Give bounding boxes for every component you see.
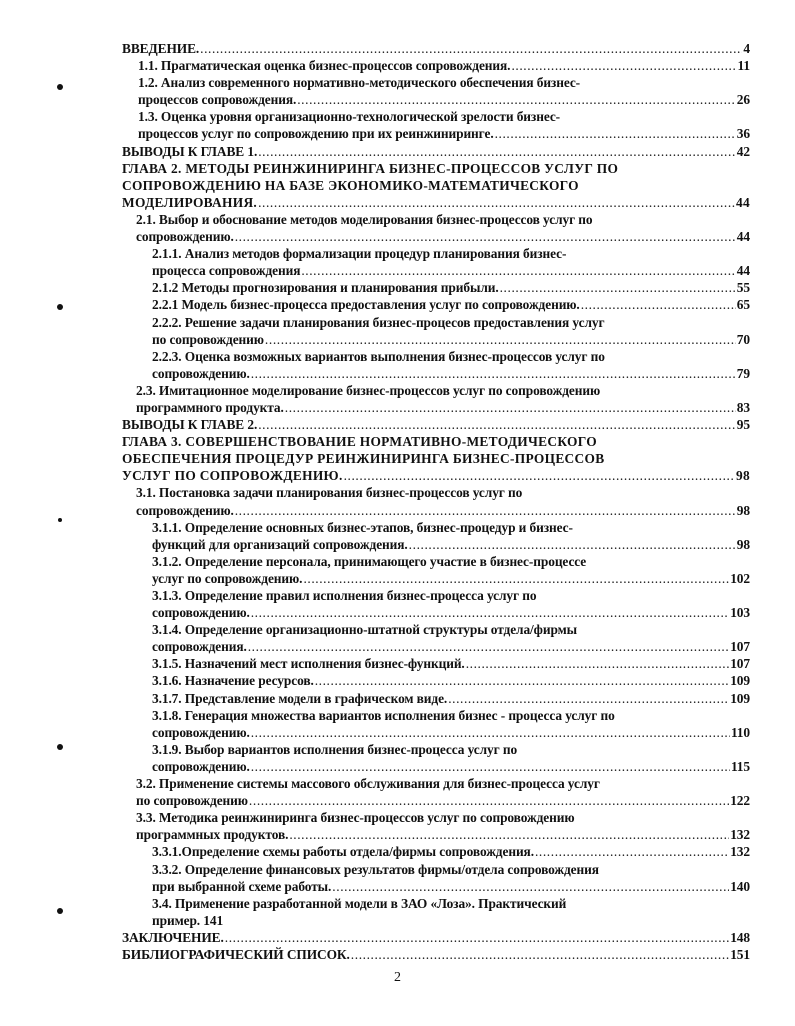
toc-entry <box>152 296 750 313</box>
toc-line <box>152 724 750 741</box>
toc-line <box>152 296 750 313</box>
toc-entry-title: ВЫВОДЫ К ГЛАВЕ 2. <box>122 417 258 433</box>
toc-page-number: 151 <box>730 946 750 962</box>
toc-page-number: 36 <box>736 126 750 142</box>
toc-line <box>152 861 750 878</box>
toc-entry <box>152 843 750 860</box>
toc-line <box>136 228 750 245</box>
dot-leader <box>448 690 729 707</box>
margin-dot <box>57 304 63 310</box>
toc-line <box>152 570 750 587</box>
toc-entry-title: ОБЕСПЕЧЕНИЯ ПРОЦЕДУР РЕИНЖИНИРИНГА БИЗНЕС-ПРОЦЕССОВ <box>122 451 605 467</box>
margin-dot <box>57 908 63 914</box>
toc-line <box>136 826 750 843</box>
toc-page-number: 4 <box>743 41 750 56</box>
toc-entry <box>152 861 750 895</box>
dot-leader <box>344 467 735 484</box>
toc-page-number: 132 <box>730 844 750 860</box>
toc-line <box>122 467 750 484</box>
toc-line <box>122 143 750 160</box>
dot-leader <box>235 228 736 245</box>
toc-line <box>122 946 750 963</box>
toc-entry-title: процесса сопровождения <box>152 263 301 279</box>
toc-entry-title: 1.1. Прагматическая оценка бизнес-процессов сопровождения. <box>138 58 511 74</box>
toc-entry-title: 3.3. Методика реинжиниринга бизнес-процессов услуг по сопровождению <box>136 810 575 826</box>
toc-line <box>152 553 750 570</box>
toc-entry <box>122 433 750 484</box>
toc-entry-title: 2.1.2 Методы прогнозирования и планирования прибыли. <box>152 280 499 296</box>
toc-line <box>152 672 750 689</box>
toc-page-number: 107 <box>730 656 750 672</box>
toc-entry <box>152 621 750 655</box>
toc-page-number: 44 <box>736 194 750 210</box>
toc-line <box>152 690 750 707</box>
toc-page-number: 107 <box>730 639 750 655</box>
toc-entry-title: 3.1.9. Выбор вариантов исполнения бизнес-процесса услуг по <box>152 741 518 757</box>
toc-entry-title: сопровождению. <box>152 365 250 381</box>
toc-entry-title: функций для организаций сопровождения. <box>152 536 408 552</box>
toc-page-number: 140 <box>730 878 750 894</box>
dot-leader <box>251 724 730 741</box>
toc-line <box>122 160 750 177</box>
toc-entry-title: 2.2.1 Модель бизнес-процесса предоставления услуг по сопровождению. <box>152 297 580 313</box>
toc-line <box>152 621 750 638</box>
toc-entry-title: при выбранной схеме работы. <box>152 878 332 894</box>
toc-line <box>152 348 750 365</box>
toc-entry-title: 3.1.3. Определение правил исполнения бизнес-процесса услуг по <box>152 588 537 603</box>
dot-leader <box>200 40 742 57</box>
toc-line <box>152 314 750 331</box>
toc-entry <box>136 211 750 245</box>
toc-entry-title: 2.1.1. Анализ методов формализации процедур планирования бизнес- <box>152 246 567 262</box>
toc-line <box>152 279 750 296</box>
toc-page-number: 102 <box>730 570 750 586</box>
toc-line <box>152 262 750 279</box>
toc-entry-title: сопровождению. <box>152 724 250 740</box>
toc-entry-title: 3.2. Применение системы массового обслуживания для бизнес-процесса услуг <box>136 776 600 792</box>
toc-line <box>152 707 750 724</box>
toc-line <box>122 929 750 946</box>
toc-entry-title: 3.1.5. Назначений мест исполнения бизнес-функций. <box>152 656 465 672</box>
toc-line <box>122 40 750 57</box>
toc-entry-title: 3.1.2. Определение персонала, принимающего участие в бизнес-процессе <box>152 553 587 569</box>
toc-entry <box>152 314 750 348</box>
toc-entry-title: ГЛАВА 3. СОВЕРШЕНСТВОВАНИЕ НОРМАТИВНО-МЕТОДИЧЕСКОГО <box>122 434 597 450</box>
toc-line <box>152 843 750 860</box>
toc-entry-title: по сопровождению <box>152 331 264 347</box>
toc-entry-title: 3.1.7. Представление модели в графическом виде. <box>152 690 448 706</box>
toc-entry <box>152 279 750 296</box>
toc-entry <box>136 382 750 416</box>
toc-line <box>152 912 750 929</box>
toc-line <box>152 519 750 536</box>
toc-line <box>152 758 750 775</box>
toc-entry <box>152 895 750 929</box>
toc-line <box>122 194 750 211</box>
toc-line <box>152 741 750 758</box>
toc-line <box>136 792 750 809</box>
toc-line <box>152 655 750 672</box>
toc-entry-title: сопровождению. <box>136 502 234 518</box>
toc-entry <box>152 519 750 553</box>
toc-entry <box>152 587 750 621</box>
toc-page-number: 65 <box>736 297 750 313</box>
toc-line <box>136 484 750 501</box>
toc-entry-title: БИБЛИОГРАФИЧЕСКИЙ СПИСОК. <box>122 946 350 962</box>
toc-entry-title: программных продуктов. <box>136 827 289 843</box>
toc-page-number: 83 <box>736 399 750 415</box>
toc-entry-title: 3.1.1. Определение основных бизнес-этапов, бизнес-процедур и бизнес- <box>152 519 573 535</box>
toc-line <box>152 587 750 604</box>
toc-entry <box>152 245 750 279</box>
dot-leader <box>235 502 736 519</box>
toc-page-number: 109 <box>730 690 750 706</box>
toc-line <box>152 536 750 553</box>
toc-entry-title: 3.1.4. Определение организационно-штатной структуры отдела/фирмы <box>152 622 577 638</box>
toc-page-number: 44 <box>736 263 750 279</box>
toc-entry-title: процессов сопровождения. <box>138 92 297 108</box>
toc-entry-title: ВЫВОДЫ К ГЛАВЕ 1. <box>122 143 258 159</box>
table-of-contents <box>122 40 750 963</box>
toc-entry-title: сопровождению. <box>152 605 250 621</box>
toc-entry-title: 3.1.6. Назначение ресурсов. <box>152 673 314 689</box>
toc-entry <box>152 741 750 775</box>
toc-line <box>138 91 750 108</box>
toc-entry <box>138 57 750 74</box>
toc-line <box>136 382 750 399</box>
toc-page-number: 115 <box>730 758 750 774</box>
toc-entry-title: 1.2. Анализ современного нормативно-методического обеспечения бизнес- <box>138 75 581 91</box>
toc-line <box>152 365 750 382</box>
toc-entry-title: МОДЕЛИРОВАНИЯ. <box>122 194 258 210</box>
dot-leader <box>409 536 736 553</box>
toc-entry-title: 1.3. Оценка уровня организационно-технологической зрелости бизнес- <box>138 109 561 125</box>
dot-leader <box>301 262 735 279</box>
toc-entry <box>122 143 750 160</box>
dot-leader <box>466 655 730 672</box>
toc-entry-title: сопровождению. <box>152 758 250 774</box>
toc-page-number: 110 <box>730 724 750 740</box>
dot-leader <box>248 638 729 655</box>
toc-line <box>152 604 750 621</box>
toc-page-number: 79 <box>736 365 750 381</box>
toc-entry-title: процессов услуг по сопровождению при их реинжиниринге. <box>138 126 494 142</box>
toc-page-number: 132 <box>730 827 750 843</box>
toc-page-number: 109 <box>730 673 750 689</box>
toc-line <box>152 895 750 912</box>
dot-leader <box>297 91 736 108</box>
toc-entry-title: ВВЕДЕНИЕ. <box>122 41 200 56</box>
dot-leader <box>251 758 730 775</box>
margin-dot <box>58 518 62 522</box>
toc-line <box>136 809 750 826</box>
dot-leader <box>303 570 729 587</box>
toc-entry-title: программного продукта. <box>136 399 284 415</box>
margin-dot <box>57 84 63 90</box>
toc-line <box>136 399 750 416</box>
toc-page-number: 103 <box>730 605 750 621</box>
toc-entry-title: пример. 141 <box>152 912 224 928</box>
toc-entry-title: ЗАКЛЮЧЕНИЕ. <box>122 929 224 945</box>
toc-line <box>152 245 750 262</box>
dot-leader <box>251 604 730 621</box>
toc-entry <box>152 348 750 382</box>
toc-page-number: 98 <box>736 536 750 552</box>
toc-entry <box>122 946 750 963</box>
toc-page-number: 26 <box>736 92 750 108</box>
dot-leader <box>332 878 729 895</box>
toc-entry-title: 3.1. Постановка задачи планирования бизнес-процессов услуг по <box>136 485 523 501</box>
dot-leader <box>500 279 736 296</box>
toc-entry-title: сопровождению. <box>136 229 234 245</box>
toc-line <box>138 125 750 142</box>
toc-page-number: 95 <box>736 417 750 433</box>
dot-leader <box>225 929 729 946</box>
toc-entry-title: сопровождения. <box>152 639 247 655</box>
toc-entry <box>122 160 750 211</box>
dot-leader <box>351 946 729 963</box>
toc-line <box>152 638 750 655</box>
toc-entry <box>136 775 750 809</box>
toc-entry <box>138 74 750 108</box>
dot-leader <box>535 843 729 860</box>
page-number: 2 <box>394 970 401 985</box>
toc-entry <box>152 690 750 707</box>
toc-line <box>136 502 750 519</box>
toc-line <box>136 211 750 228</box>
toc-page-number: 148 <box>730 929 750 945</box>
toc-line <box>152 331 750 348</box>
toc-entry-title: 3.4. Применение разработанной модели в ЗАО «Лоза». Практический <box>152 895 567 911</box>
dot-leader <box>495 125 736 142</box>
toc-entry-title: 2.2.3. Оценка возможных вариантов выполнения бизнес-процессов услуг по <box>152 348 605 364</box>
dot-leader <box>511 57 736 74</box>
toc-entry-title: УСЛУГ ПО СОПРОВОЖДЕНИЮ. <box>122 468 343 484</box>
dot-leader <box>258 143 736 160</box>
toc-entry <box>122 40 750 57</box>
toc-entry-title: ГЛАВА 2. МЕТОДЫ РЕИНЖИНИРИНГА БИЗНЕС-ПРОЦЕССОВ УСЛУГ ПО <box>122 160 619 176</box>
toc-entry-title: СОПРОВОЖДЕНИЮ НА БАЗЕ ЭКОНОМИКО-МАТЕМАТИЧЕСКОГО <box>122 177 579 193</box>
dot-leader <box>315 672 729 689</box>
toc-line <box>122 416 750 433</box>
margin-dot <box>57 744 63 750</box>
toc-entry <box>122 929 750 946</box>
toc-entry-title: 3.1.8. Генерация множества вариантов исполнения бизнес - процесса услуг по <box>152 707 615 723</box>
dot-leader <box>265 331 736 348</box>
toc-entry-title: 3.3.2. Определение финансовых результатов фирмы/отдела сопровождения <box>152 861 599 877</box>
toc-page-number: 55 <box>736 280 750 296</box>
toc-entry <box>152 707 750 741</box>
toc-line <box>152 878 750 895</box>
dot-leader <box>249 792 729 809</box>
toc-line <box>122 450 750 467</box>
toc-line <box>136 775 750 792</box>
toc-entry-title: 2.2.2. Решение задачи планирования бизнес-процесов предоставления услуг <box>152 314 605 330</box>
toc-entry <box>136 809 750 843</box>
toc-entry <box>138 108 750 142</box>
toc-page-number: 70 <box>736 331 750 347</box>
toc-entry-title: 3.3.1.Определение схемы работы отдела/фирмы сопровождения. <box>152 844 534 860</box>
toc-page-number: 11 <box>737 58 750 74</box>
toc-page-number: 122 <box>730 793 750 809</box>
toc-entry <box>152 655 750 672</box>
dot-leader <box>285 399 736 416</box>
dot-leader <box>581 296 736 313</box>
dot-leader <box>258 194 735 211</box>
toc-line <box>138 108 750 125</box>
toc-page-number: 42 <box>736 143 750 159</box>
toc-page-number: 44 <box>736 229 750 245</box>
toc-entry-title: 2.3. Имитационное моделирование бизнес-процессов услуг по сопровождению <box>136 382 601 398</box>
toc-entry-title: услуг по сопровождению. <box>152 570 303 586</box>
toc-line <box>122 433 750 450</box>
toc-entry <box>152 553 750 587</box>
toc-page-number: 98 <box>736 468 750 484</box>
dot-leader <box>251 365 736 382</box>
toc-entry <box>136 484 750 518</box>
toc-line <box>138 74 750 91</box>
toc-entry-title: 2.1. Выбор и обоснование методов моделирования бизнес-процессов услуг по <box>136 211 593 227</box>
toc-entry-title: по сопровождению <box>136 793 248 809</box>
toc-entry <box>122 416 750 433</box>
dot-leader <box>289 826 729 843</box>
toc-entry <box>152 672 750 689</box>
toc-page-number: 98 <box>736 502 750 518</box>
toc-line <box>122 177 750 194</box>
dot-leader <box>258 416 736 433</box>
toc-line <box>138 57 750 74</box>
